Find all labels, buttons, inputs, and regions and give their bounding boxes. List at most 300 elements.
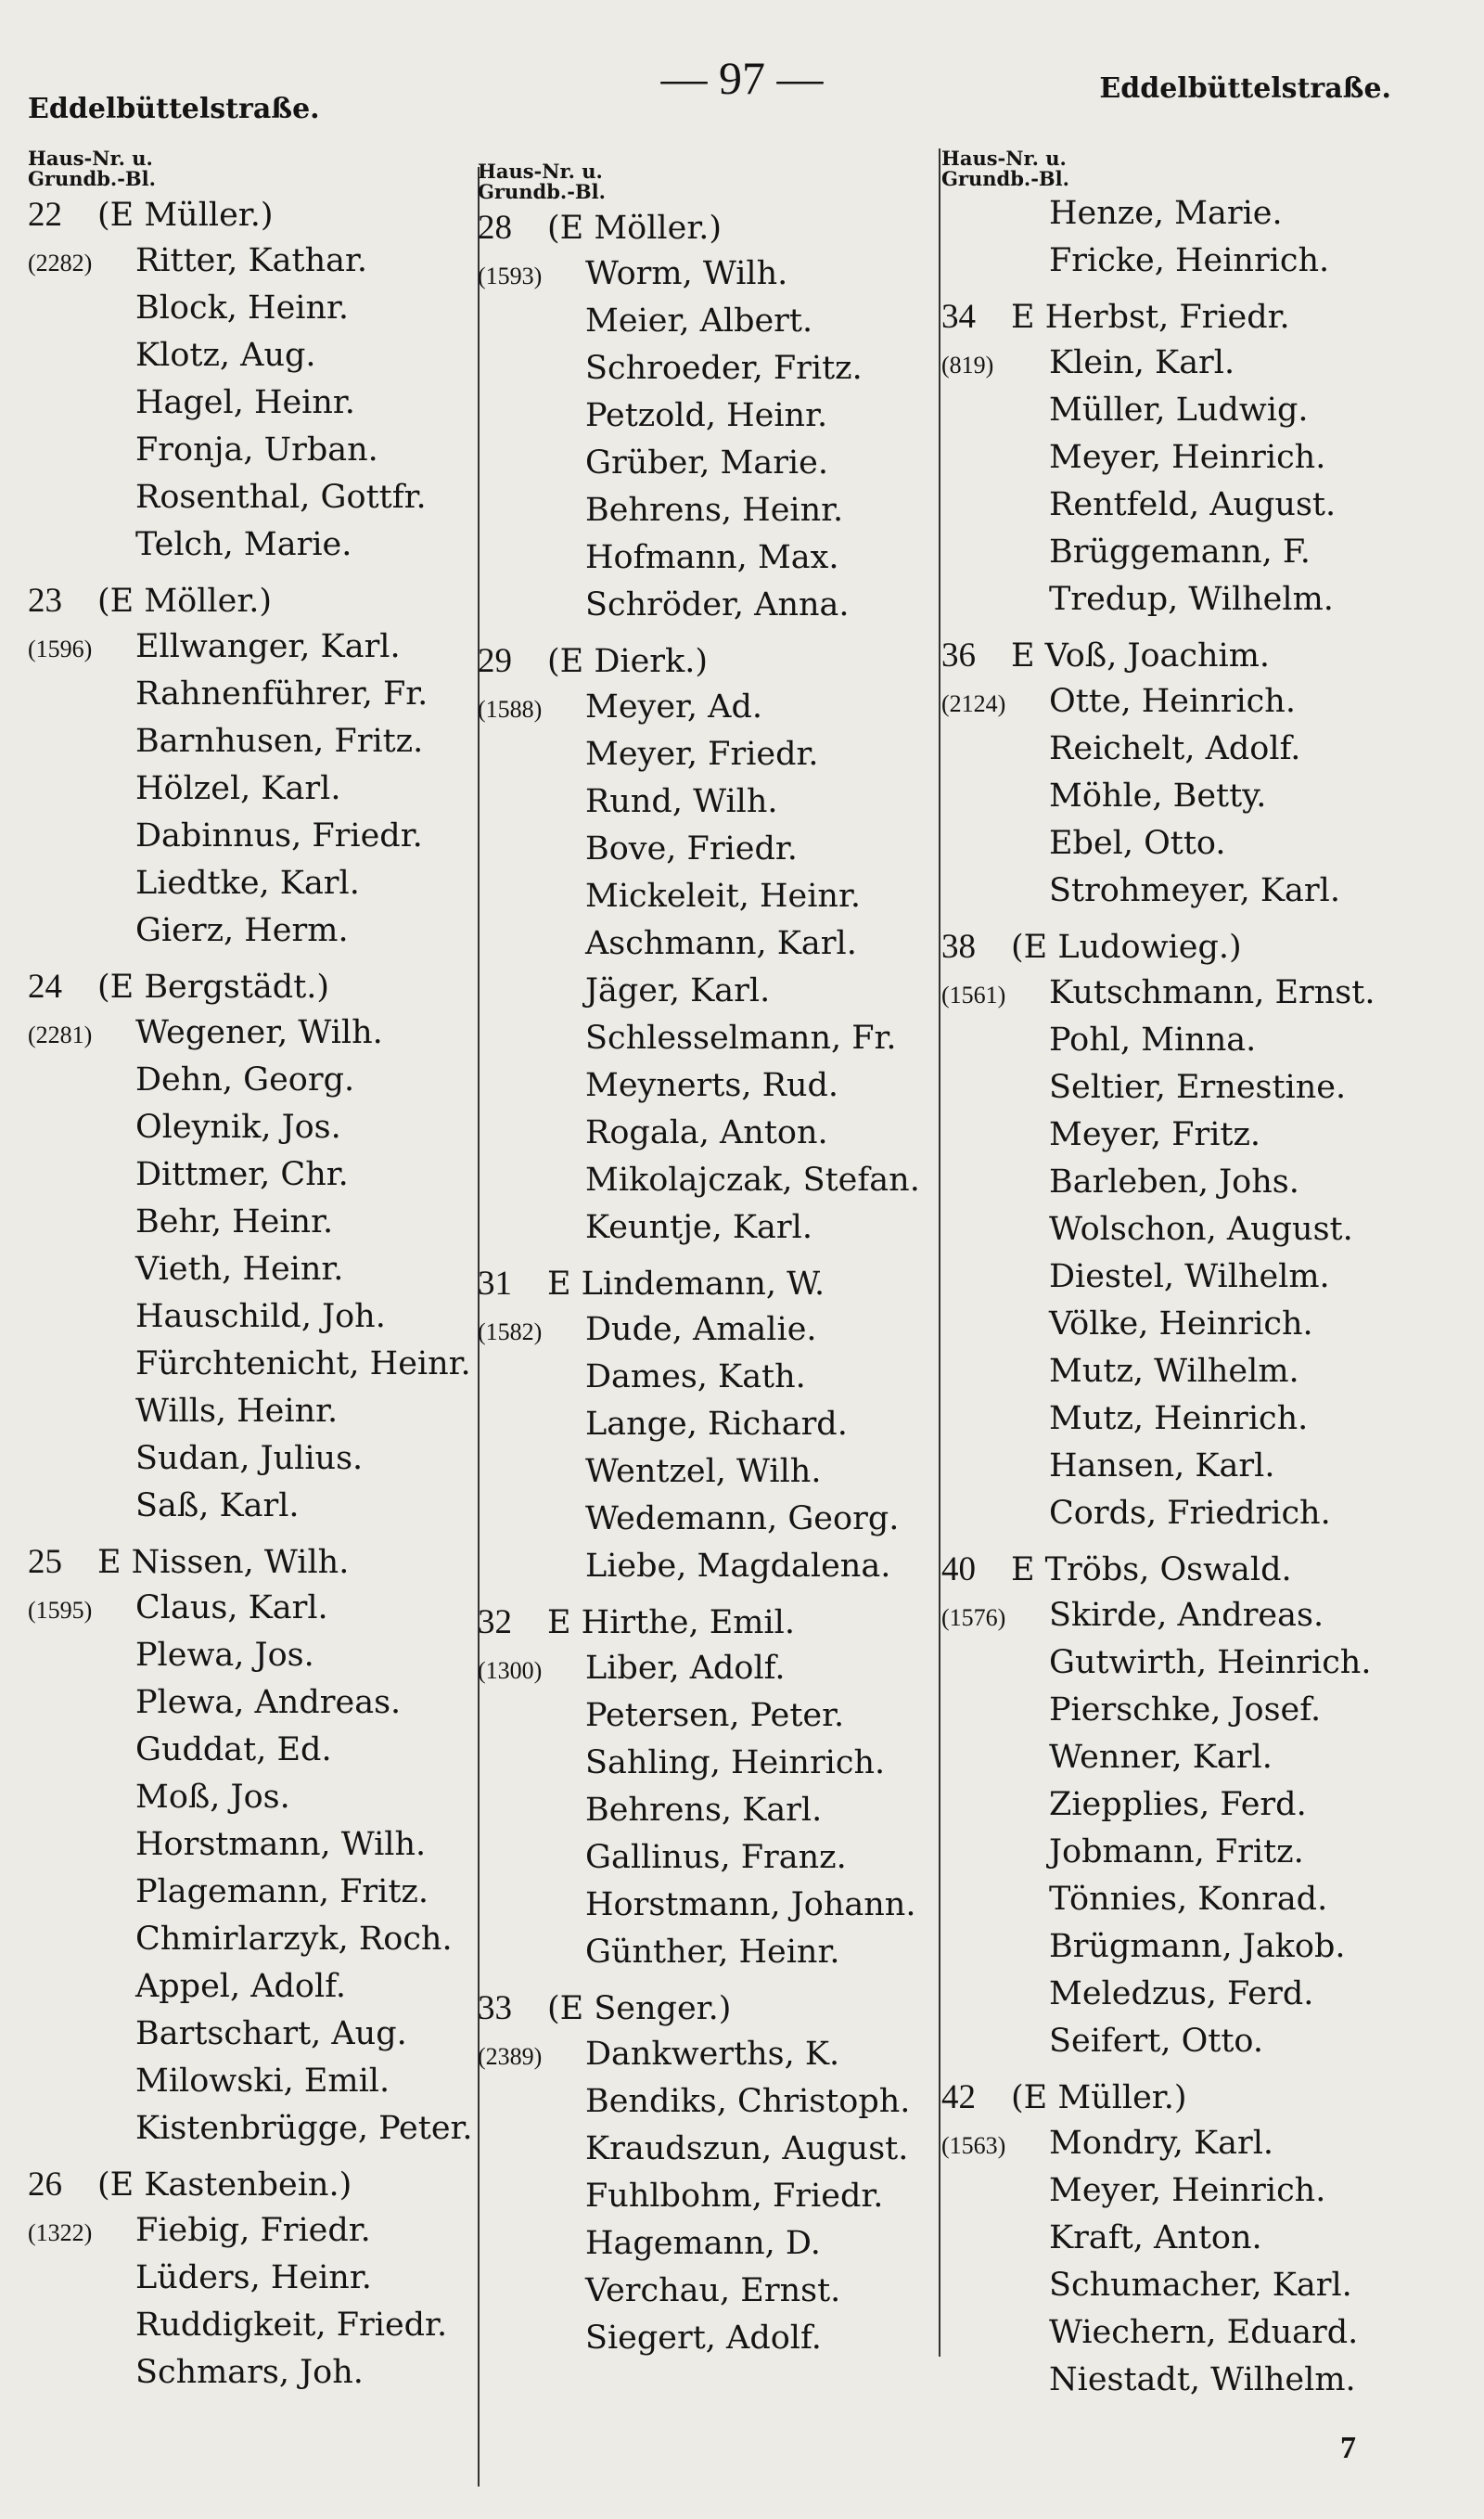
resident-name: Möhle, Betty. bbox=[1049, 778, 1267, 815]
resident-row bbox=[941, 2023, 1375, 2070]
resident-name: Dankwerths, K. bbox=[585, 2036, 840, 2073]
column-heading bbox=[478, 161, 920, 202]
resident-name: Liebe, Magdalena. bbox=[585, 1548, 891, 1585]
resident-row bbox=[28, 1109, 473, 1156]
resident-row bbox=[941, 872, 1375, 919]
resident-row bbox=[478, 1650, 920, 1697]
resident-row bbox=[28, 1637, 473, 1684]
resident-row bbox=[478, 302, 920, 350]
resident-row bbox=[941, 683, 1375, 730]
resident-row bbox=[478, 1406, 920, 1453]
grundbuch-number: (1588) bbox=[478, 696, 543, 723]
resident-name: Moß, Jos. bbox=[135, 1779, 290, 1816]
resident-row bbox=[941, 1644, 1375, 1691]
resident-name: Dude, Amalie. bbox=[585, 1311, 817, 1348]
resident-name: Rogala, Anton. bbox=[585, 1114, 828, 1151]
resident-name: Wiechern, Eduard. bbox=[1049, 2314, 1359, 2351]
resident-row bbox=[478, 925, 920, 972]
column-heading-line: Haus-Nr. u. bbox=[28, 147, 153, 170]
owner-entry: (E Bergstädt.) bbox=[97, 969, 330, 1006]
column-1 bbox=[28, 148, 473, 2409]
resident-name: Meyer, Friedr. bbox=[585, 736, 819, 773]
resident-row bbox=[478, 1020, 920, 1067]
resident-name: Bendiks, Christoph. bbox=[585, 2083, 911, 2120]
resident-name: Wenner, Karl. bbox=[1049, 1739, 1273, 1776]
column-heading-line: Grundb.-Bl. bbox=[478, 180, 606, 203]
resident-name: Meier, Albert. bbox=[585, 302, 813, 340]
resident-row bbox=[478, 1067, 920, 1114]
resident-row bbox=[28, 1251, 473, 1298]
owner-entry: E Nissen, Wilh. bbox=[97, 1544, 350, 1581]
resident-row bbox=[941, 2267, 1375, 2314]
resident-row bbox=[28, 2259, 473, 2307]
resident-row bbox=[28, 1203, 473, 1251]
resident-name: Meledzus, Ferd. bbox=[1049, 1975, 1314, 2012]
resident-row bbox=[28, 770, 473, 817]
house-entry bbox=[941, 1549, 1375, 2070]
resident-name: Müller, Ludwig. bbox=[1049, 392, 1309, 429]
resident-name: Oleynik, Jos. bbox=[135, 1109, 341, 1146]
resident-name: Mutz, Heinrich. bbox=[1049, 1400, 1309, 1437]
resident-name: Fürchtenicht, Heinr. bbox=[135, 1345, 471, 1382]
owner-entry: E Tröbs, Oswald. bbox=[1011, 1551, 1292, 1588]
grundbuch-number: (819) bbox=[941, 352, 994, 379]
house-entry bbox=[941, 195, 1375, 289]
resident-name: Dames, Kath. bbox=[585, 1358, 806, 1395]
house-entry bbox=[941, 297, 1375, 628]
resident-name: Bartschart, Aug. bbox=[135, 2015, 407, 2052]
resident-name: Hagemann, D. bbox=[585, 2225, 821, 2262]
resident-name: Schmars, Joh. bbox=[135, 2354, 364, 2391]
resident-name: Hansen, Karl. bbox=[1049, 1447, 1275, 1484]
house-entry bbox=[941, 636, 1375, 919]
resident-row bbox=[478, 2036, 920, 2083]
column-heading-line: Grundb.-Bl. bbox=[941, 167, 1069, 190]
house-number: 34 bbox=[941, 298, 976, 336]
resident-row bbox=[28, 384, 473, 431]
resident-row bbox=[941, 1691, 1375, 1739]
resident-name: Sahling, Heinrich. bbox=[585, 1744, 886, 1781]
resident-name: Tredup, Wilhelm. bbox=[1049, 581, 1334, 618]
house-number: 40 bbox=[941, 1550, 976, 1588]
owner-entry: (E Möller.) bbox=[547, 210, 723, 247]
house-number: 38 bbox=[941, 928, 976, 966]
grundbuch-number: (1595) bbox=[28, 1597, 93, 1624]
resident-row bbox=[941, 1211, 1375, 1258]
resident-row bbox=[941, 533, 1375, 581]
resident-row bbox=[28, 865, 473, 912]
resident-row bbox=[28, 431, 473, 479]
resident-name: Fiebig, Friedr. bbox=[135, 2212, 371, 2249]
resident-row bbox=[28, 2354, 473, 2401]
resident-row bbox=[478, 1548, 920, 1595]
resident-row bbox=[28, 675, 473, 723]
resident-name: Ellwanger, Karl. bbox=[135, 628, 401, 665]
column-heading bbox=[28, 148, 473, 189]
resident-row bbox=[941, 1163, 1375, 1211]
resident-name: Saß, Karl. bbox=[135, 1487, 300, 1524]
resident-row bbox=[941, 1305, 1375, 1353]
resident-name: Behr, Heinr. bbox=[135, 1203, 334, 1240]
resident-row bbox=[478, 539, 920, 586]
resident-name: Ruddigkeit, Friedr. bbox=[135, 2307, 448, 2344]
house-number: 24 bbox=[28, 968, 62, 1006]
resident-row bbox=[941, 730, 1375, 778]
house-number-row bbox=[28, 1542, 473, 1589]
owner-entry: E Lindemann, W. bbox=[547, 1266, 825, 1303]
resident-row bbox=[941, 2361, 1375, 2409]
resident-row bbox=[478, 972, 920, 1020]
resident-row bbox=[941, 1786, 1375, 1833]
resident-name: Barleben, Johs. bbox=[1049, 1163, 1299, 1201]
resident-name: Klotz, Aug. bbox=[135, 337, 316, 374]
resident-name: Gierz, Herm. bbox=[135, 912, 349, 949]
resident-name: Klein, Karl. bbox=[1049, 344, 1235, 381]
owner-entry: (E Müller.) bbox=[1011, 2079, 1187, 2116]
resident-row bbox=[478, 2130, 920, 2178]
resident-row bbox=[941, 2125, 1375, 2172]
grundbuch-number: (1563) bbox=[941, 2132, 1006, 2159]
resident-name: Behrens, Karl. bbox=[585, 1792, 823, 1829]
resident-name: Hofmann, Max. bbox=[585, 539, 839, 576]
column-heading-line: Haus-Nr. u. bbox=[941, 147, 1067, 170]
resident-row bbox=[478, 1358, 920, 1406]
house-number: 29 bbox=[478, 642, 512, 680]
column-heading-line: Haus-Nr. u. bbox=[478, 160, 603, 183]
resident-name: Wegener, Wilh. bbox=[135, 1014, 383, 1051]
resident-name: Worm, Wilh. bbox=[585, 255, 788, 292]
resident-row bbox=[941, 195, 1375, 242]
resident-row bbox=[28, 526, 473, 573]
house-entry bbox=[478, 1602, 920, 1981]
resident-name: Verchau, Ernst. bbox=[585, 2272, 841, 2309]
resident-row bbox=[28, 479, 473, 526]
resident-row bbox=[478, 2225, 920, 2272]
resident-row bbox=[478, 1839, 920, 1886]
house-entry bbox=[28, 1542, 473, 2157]
house-number-row bbox=[478, 1264, 920, 1311]
resident-row bbox=[941, 242, 1375, 289]
resident-name: Fronja, Urban. bbox=[135, 431, 378, 469]
resident-name: Schröder, Anna. bbox=[585, 586, 850, 623]
house-number: 33 bbox=[478, 1989, 512, 2027]
resident-name: Schroeder, Fritz. bbox=[585, 350, 863, 387]
resident-name: Schumacher, Karl. bbox=[1049, 2267, 1352, 2304]
house-number-row bbox=[28, 195, 473, 242]
resident-name: Henze, Marie. bbox=[1049, 195, 1283, 232]
resident-name: Block, Heinr. bbox=[135, 289, 350, 327]
resident-name: Guddat, Ed. bbox=[135, 1731, 332, 1768]
resident-name: Meyer, Heinrich. bbox=[1049, 439, 1326, 476]
house-number-row bbox=[28, 967, 473, 1014]
resident-row bbox=[28, 1393, 473, 1440]
resident-name: Wills, Heinr. bbox=[135, 1393, 339, 1430]
resident-name: Meyer, Ad. bbox=[585, 688, 762, 726]
resident-name: Cords, Friedrich. bbox=[1049, 1495, 1331, 1532]
resident-name: Wentzel, Wilh. bbox=[585, 1453, 822, 1490]
owner-entry: (E Möller.) bbox=[97, 583, 273, 620]
house-entry bbox=[941, 2077, 1375, 2409]
house-number: 22 bbox=[28, 196, 62, 234]
resident-name: Tönnies, Konrad. bbox=[1049, 1881, 1328, 1918]
house-entry bbox=[28, 581, 473, 959]
resident-row bbox=[941, 1353, 1375, 1400]
column-3 bbox=[941, 148, 1375, 2416]
resident-row bbox=[28, 628, 473, 675]
resident-row bbox=[478, 2083, 920, 2130]
resident-name: Sudan, Julius. bbox=[135, 1440, 364, 1477]
resident-name: Keuntje, Karl. bbox=[585, 1209, 812, 1246]
resident-name: Seltier, Ernestine. bbox=[1049, 1069, 1347, 1106]
resident-name: Horstmann, Wilh. bbox=[135, 1826, 427, 1863]
resident-name: Fricke, Heinrich. bbox=[1049, 242, 1330, 279]
resident-row bbox=[941, 1597, 1375, 1644]
house-number: 32 bbox=[478, 1603, 512, 1641]
resident-row bbox=[28, 289, 473, 337]
resident-name: Wolschon, August. bbox=[1049, 1211, 1353, 1248]
resident-name: Hagel, Heinr. bbox=[135, 384, 355, 421]
resident-name: Vieth, Heinr. bbox=[135, 1251, 344, 1288]
resident-name: Siegert, Adolf. bbox=[585, 2320, 822, 2357]
resident-name: Reichelt, Adolf. bbox=[1049, 730, 1301, 767]
house-entry bbox=[478, 1264, 920, 1595]
resident-row bbox=[28, 1345, 473, 1393]
resident-name: Meyer, Heinrich. bbox=[1049, 2172, 1326, 2209]
resident-name: Horstmann, Johann. bbox=[585, 1886, 916, 1923]
resident-name: Rosenthal, Gottfr. bbox=[135, 479, 427, 516]
resident-row bbox=[28, 1061, 473, 1109]
resident-row bbox=[28, 2110, 473, 2157]
resident-row bbox=[941, 778, 1375, 825]
resident-name: Plewa, Andreas. bbox=[135, 1684, 402, 1721]
resident-row bbox=[28, 1826, 473, 1873]
resident-name: Dittmer, Chr. bbox=[135, 1156, 349, 1193]
resident-name: Lange, Richard. bbox=[585, 1406, 848, 1443]
grundbuch-number: (2124) bbox=[941, 690, 1006, 717]
resident-row bbox=[28, 1014, 473, 1061]
resident-name: Pohl, Minna. bbox=[1049, 1022, 1257, 1059]
resident-row bbox=[941, 2172, 1375, 2219]
resident-name: Claus, Karl. bbox=[135, 1589, 328, 1626]
resident-row bbox=[941, 1258, 1375, 1305]
resident-row bbox=[941, 2314, 1375, 2361]
resident-name: Rahnenführer, Fr. bbox=[135, 675, 429, 713]
resident-name: Behrens, Heinr. bbox=[585, 492, 844, 529]
house-number-row bbox=[941, 927, 1375, 974]
resident-name: Grüber, Marie. bbox=[585, 444, 828, 482]
resident-name: Bove, Friedr. bbox=[585, 830, 798, 868]
house-number: 28 bbox=[478, 209, 512, 247]
resident-name: Jobmann, Fritz. bbox=[1049, 1833, 1304, 1870]
page-number: — 97 — bbox=[660, 52, 824, 104]
resident-name: Plewa, Jos. bbox=[135, 1637, 314, 1674]
resident-row bbox=[28, 2307, 473, 2354]
resident-row bbox=[478, 783, 920, 830]
house-number-row bbox=[941, 1549, 1375, 1597]
resident-name: Völke, Heinrich. bbox=[1049, 1305, 1313, 1343]
resident-row bbox=[941, 1975, 1375, 2023]
street-header-right: Eddelbüttelstraße. bbox=[1099, 72, 1391, 105]
resident-name: Mickeleit, Heinr. bbox=[585, 878, 861, 915]
resident-name: Hauschild, Joh. bbox=[135, 1298, 386, 1335]
resident-row bbox=[941, 825, 1375, 872]
resident-row bbox=[478, 1934, 920, 1981]
resident-row bbox=[478, 444, 920, 492]
house-number: 26 bbox=[28, 2166, 62, 2204]
resident-name: Ebel, Otto. bbox=[1049, 825, 1226, 862]
house-entry bbox=[28, 2165, 473, 2401]
house-entry bbox=[478, 641, 920, 1256]
resident-name: Strohmeyer, Karl. bbox=[1049, 872, 1340, 909]
column-2 bbox=[478, 161, 920, 2374]
resident-row bbox=[28, 1156, 473, 1203]
resident-row bbox=[478, 1311, 920, 1358]
owner-entry: (E Müller.) bbox=[97, 197, 274, 234]
resident-name: Ziepplies, Ferd. bbox=[1049, 1786, 1307, 1823]
house-number: 36 bbox=[941, 636, 976, 675]
resident-row bbox=[941, 1400, 1375, 1447]
house-entry bbox=[478, 1988, 920, 2367]
resident-name: Petzold, Heinr. bbox=[585, 397, 828, 434]
resident-row bbox=[478, 830, 920, 878]
house-number: 23 bbox=[28, 582, 62, 620]
resident-row bbox=[941, 1881, 1375, 1928]
resident-row bbox=[478, 688, 920, 736]
resident-name: Telch, Marie. bbox=[135, 526, 352, 563]
resident-name: Appel, Adolf. bbox=[135, 1968, 347, 2005]
house-entry bbox=[941, 927, 1375, 1542]
resident-row bbox=[478, 1114, 920, 1162]
grundbuch-number: (1576) bbox=[941, 1604, 1006, 1631]
resident-name: Brüggemann, F. bbox=[1049, 533, 1311, 571]
resident-row bbox=[941, 439, 1375, 486]
resident-row bbox=[478, 2320, 920, 2367]
resident-row bbox=[28, 1731, 473, 1779]
resident-row bbox=[28, 1779, 473, 1826]
house-entry bbox=[478, 208, 920, 634]
resident-row bbox=[28, 242, 473, 289]
house-number-row bbox=[28, 2165, 473, 2212]
resident-row bbox=[478, 2178, 920, 2225]
resident-row bbox=[28, 2212, 473, 2259]
house-number: 42 bbox=[941, 2078, 976, 2116]
resident-name: Chmirlarzyk, Roch. bbox=[135, 1921, 453, 1958]
resident-name: Kistenbrügge, Peter. bbox=[135, 2110, 473, 2147]
resident-name: Schlesselmann, Fr. bbox=[585, 1020, 897, 1057]
resident-row bbox=[28, 1968, 473, 2015]
resident-name: Petersen, Peter. bbox=[585, 1697, 845, 1734]
resident-row bbox=[478, 586, 920, 634]
house-number-row bbox=[941, 636, 1375, 683]
resident-name: Meyer, Fritz. bbox=[1049, 1116, 1261, 1153]
resident-name: Hölzel, Karl. bbox=[135, 770, 341, 807]
resident-name: Dabinnus, Friedr. bbox=[135, 817, 423, 855]
owner-entry: E Voß, Joachim. bbox=[1011, 637, 1271, 675]
resident-name: Fuhlbohm, Friedr. bbox=[585, 2178, 884, 2215]
resident-row bbox=[941, 1928, 1375, 1975]
owner-entry: E Hirthe, Emil. bbox=[547, 1604, 795, 1641]
resident-name: Milowski, Emil. bbox=[135, 2063, 390, 2100]
resident-row bbox=[478, 1500, 920, 1548]
resident-row bbox=[478, 1697, 920, 1744]
resident-row bbox=[941, 1833, 1375, 1881]
owner-entry: (E Ludowieg.) bbox=[1011, 929, 1242, 966]
resident-row bbox=[478, 1209, 920, 1256]
grundbuch-number: (2281) bbox=[28, 1022, 93, 1048]
resident-name: Gutwirth, Heinrich. bbox=[1049, 1644, 1372, 1681]
resident-row bbox=[28, 1487, 473, 1535]
resident-name: Ritter, Kathar. bbox=[135, 242, 368, 279]
resident-row bbox=[941, 974, 1375, 1022]
resident-row bbox=[28, 2015, 473, 2063]
house-number-row bbox=[478, 208, 920, 255]
resident-name: Niestadt, Wilhelm. bbox=[1049, 2361, 1356, 2398]
grundbuch-number: (1300) bbox=[478, 1657, 543, 1684]
resident-name: Jäger, Karl. bbox=[585, 972, 771, 1009]
resident-row bbox=[478, 1453, 920, 1500]
resident-name: Lüders, Heinr. bbox=[135, 2259, 372, 2296]
resident-row bbox=[941, 1069, 1375, 1116]
resident-name: Rentfeld, August. bbox=[1049, 486, 1337, 523]
house-number-row bbox=[478, 1602, 920, 1650]
grundbuch-number: (2282) bbox=[28, 250, 93, 276]
resident-row bbox=[28, 912, 473, 959]
resident-name: Skirde, Andreas. bbox=[1049, 1597, 1324, 1634]
resident-name: Kraudszun, August. bbox=[585, 2130, 909, 2167]
resident-row bbox=[478, 1886, 920, 1934]
resident-row bbox=[941, 392, 1375, 439]
resident-name: Gallinus, Franz. bbox=[585, 1839, 847, 1876]
resident-name: Kraft, Anton. bbox=[1049, 2219, 1262, 2256]
grundbuch-number: (1582) bbox=[478, 1318, 543, 1345]
resident-name: Otte, Heinrich. bbox=[1049, 683, 1296, 720]
house-number-row bbox=[28, 581, 473, 628]
resident-row bbox=[941, 1022, 1375, 1069]
resident-name: Aschmann, Karl. bbox=[585, 925, 857, 962]
owner-entry: (E Senger.) bbox=[547, 1990, 732, 2027]
resident-row bbox=[478, 1744, 920, 1792]
resident-row bbox=[28, 1298, 473, 1345]
resident-row bbox=[941, 1739, 1375, 1786]
resident-name: Mondry, Karl. bbox=[1049, 2125, 1274, 2162]
owner-entry: E Herbst, Friedr. bbox=[1011, 299, 1290, 336]
grundbuch-number: (1596) bbox=[28, 636, 93, 662]
resident-name: Günther, Heinr. bbox=[585, 1934, 840, 1971]
grundbuch-number: (1561) bbox=[941, 982, 1006, 1009]
resident-name: Liedtke, Karl. bbox=[135, 865, 360, 902]
house-number: 31 bbox=[478, 1265, 512, 1303]
house-entry bbox=[28, 967, 473, 1535]
resident-row bbox=[941, 344, 1375, 392]
house-number: 25 bbox=[28, 1543, 62, 1581]
grundbuch-number: (1322) bbox=[28, 2219, 93, 2246]
resident-row bbox=[28, 723, 473, 770]
resident-name: Wedemann, Georg. bbox=[585, 1500, 900, 1537]
resident-row bbox=[28, 1684, 473, 1731]
house-number-row bbox=[478, 1988, 920, 2036]
resident-name: Rund, Wilh. bbox=[585, 783, 778, 820]
resident-row bbox=[941, 2219, 1375, 2267]
resident-name: Plagemann, Fritz. bbox=[135, 1873, 429, 1910]
resident-name: Diestel, Wilhelm. bbox=[1049, 1258, 1330, 1295]
grundbuch-number: (2389) bbox=[478, 2043, 543, 2070]
resident-row bbox=[941, 581, 1375, 628]
resident-name: Pierschke, Josef. bbox=[1049, 1691, 1322, 1729]
resident-name: Liber, Adolf. bbox=[585, 1650, 786, 1687]
resident-row bbox=[478, 878, 920, 925]
column-divider bbox=[939, 148, 940, 2357]
resident-name: Meynerts, Rud. bbox=[585, 1067, 839, 1104]
